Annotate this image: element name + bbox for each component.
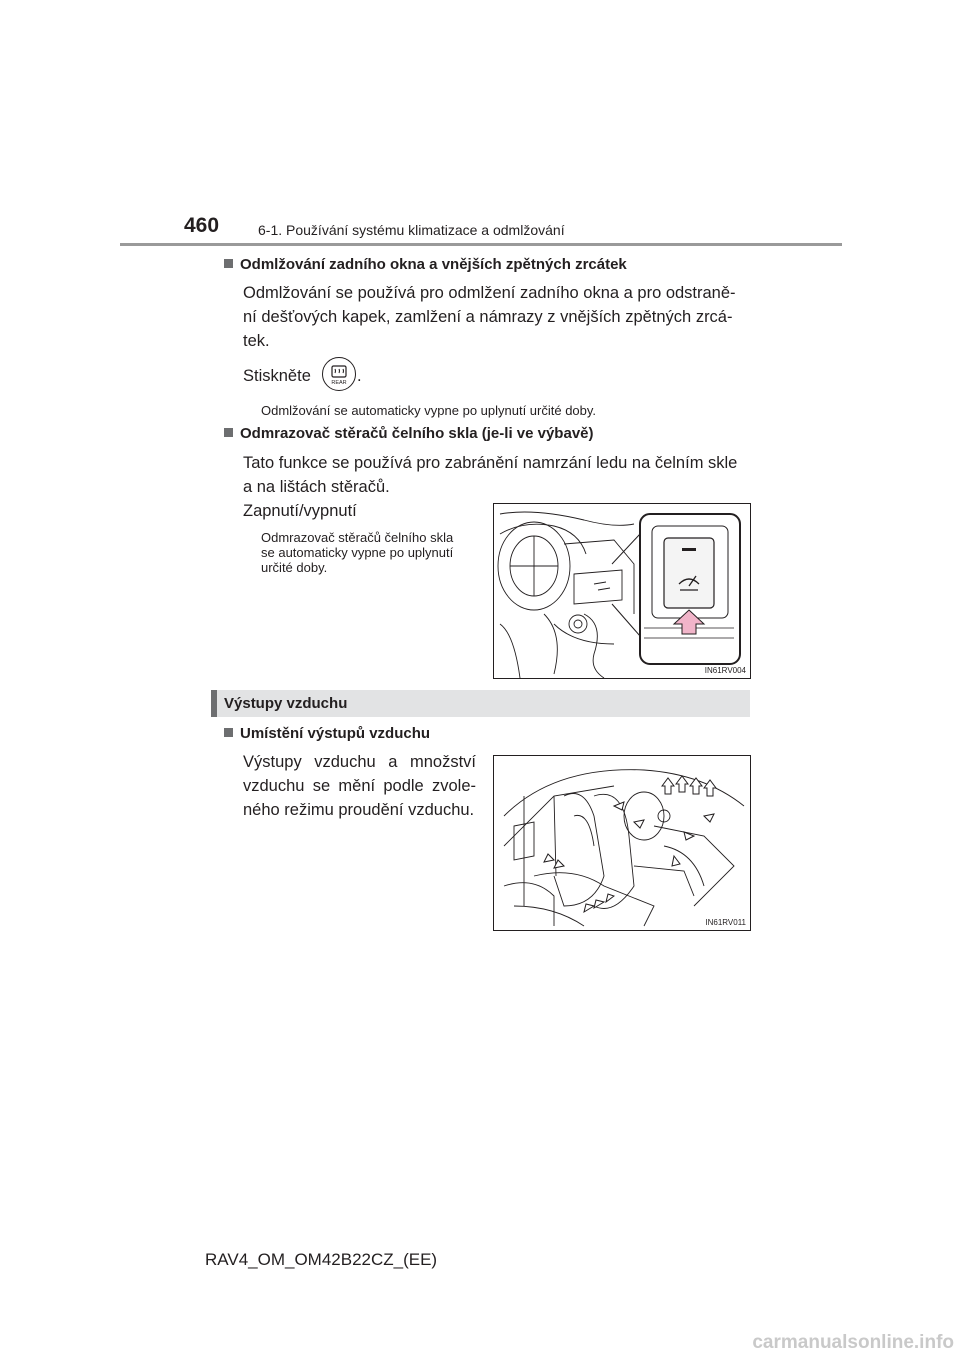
section-bar-accent [211,690,217,717]
wiper-deicer-note: Odmrazovač stěračů čelního skla se automaticky vypne po uplynutí určité doby. [261,530,454,575]
chapter-title: 6-1. Používání systému klimatizace a odmlžování [258,222,565,238]
wiper-deicer-description: Tato funkce se používá pro zabránění namrzání ledu na čelním skle a na lištách stěračů. [243,454,738,496]
figure-code: IN61RV004 [704,666,746,675]
rear-defogger-button [322,357,356,391]
cabin-illustration [494,756,750,930]
air-vents-figure [493,755,751,931]
vent-location-heading: Umístění výstupů vzduchu [224,725,430,742]
rear-defog-heading: Odmlžování zadního okna a vnějších zpětných zrcátek [224,256,627,273]
svg-text:REAR: REAR [331,380,347,386]
header-divider [120,243,842,246]
document-code: RAV4_OM_OM42B22CZ_(EE) [205,1250,438,1269]
wiper-deicer-toggle-label: Zapnutí/vypnutí [243,502,357,520]
dashboard-illustration [494,504,750,678]
section-title: Výstupy vzduchu [224,695,348,712]
rear-defogger-icon [323,358,355,390]
square-bullet-icon [224,428,233,437]
wiper-deicer-heading: Odmrazovač stěračů čelního skla (je-li ve výbavě) [224,425,594,442]
page-number: 460 [184,214,220,237]
vent-location-description: Výstupy vzduchu a množství vzduchu se mění podle zvole- ného režimu proudění vzduchu. [243,753,476,819]
square-bullet-icon [224,259,233,268]
rear-defog-description: Odmlžování se používá pro odmlžení zadního okna a pro odstraně- ní dešťových kapek, zamlžení a námrazy z vnějších zpětných zrcá- tek. [243,284,736,350]
rear-defog-note: Odmlžování se automaticky vypne po uplynutí určité doby. [261,403,597,418]
rear-defog-press-period: . [357,367,362,385]
wiper-deicer-figure [493,503,751,679]
watermark: carmanualsonline.info [752,1332,954,1353]
square-bullet-icon [224,728,233,737]
figure-code: IN61RV011 [705,918,746,927]
rear-defog-press-text: Stiskněte [243,367,311,385]
